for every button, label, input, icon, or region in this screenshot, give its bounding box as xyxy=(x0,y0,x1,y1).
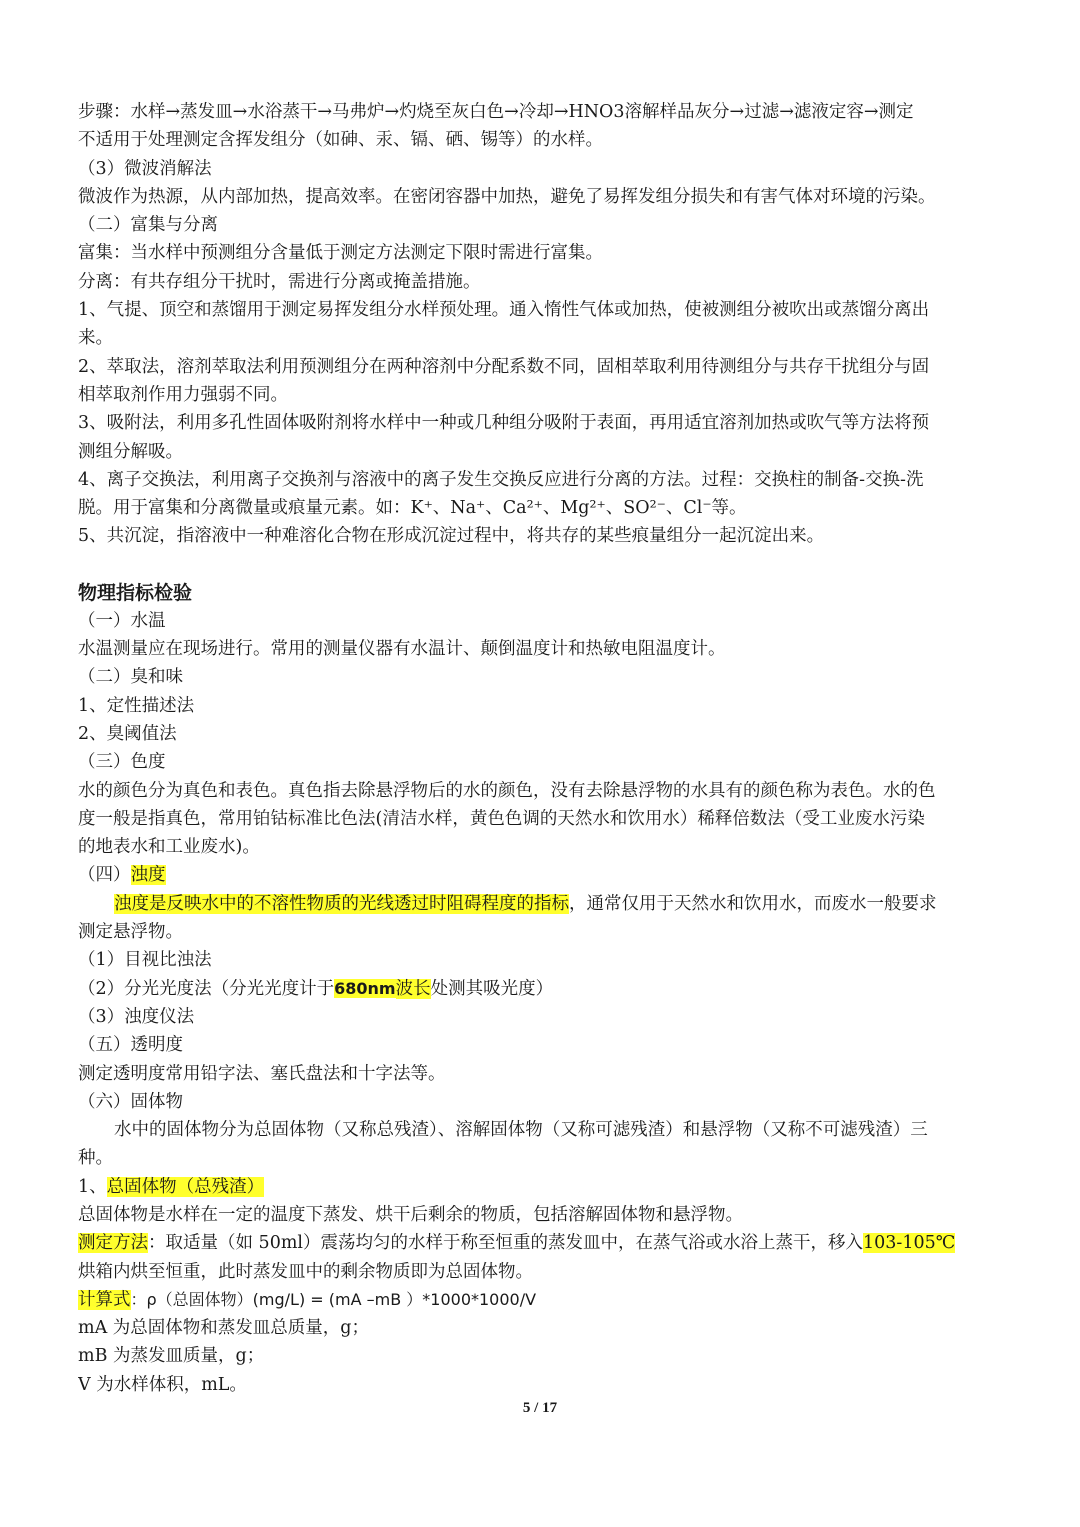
text-line: 步骤：水样→蒸发皿→水浴蒸干→马弗炉→灼烧至灰白色→冷却→HNO3溶解样品灰分→过滤→滤液定容→测定 xyxy=(78,102,914,122)
highlighted-definition: 浊度是反映水中的不溶性物质的光线透过时阻碍程度的指标 xyxy=(114,893,569,914)
text-line: mB 为蒸发皿质量，g； xyxy=(78,1346,265,1367)
text-run: 1、 xyxy=(78,1176,107,1197)
text-line: mA 为总固体物和蒸发皿总质量，g； xyxy=(78,1318,369,1339)
text-run: ，通常仅用于天然水和饮用水，而废水一般要求 xyxy=(569,893,937,914)
page-content xyxy=(78,98,1008,1399)
subheading: （一）水温 xyxy=(78,610,166,631)
text-line: V 为水样体积，mL。 xyxy=(78,1374,247,1395)
subheading: （三）色度 xyxy=(78,752,166,773)
text-line: 测定透明度常用铅字法、塞氏盘法和十字法等。 xyxy=(78,1063,446,1084)
text-line: 4、离子交换法，利用离子交换剂与溶液中的离子发生交换反应进行分离的方法。过程：交换柱的制备-交换-洗 xyxy=(78,469,924,490)
highlighted-term: 浊度 xyxy=(130,865,166,886)
text-line: 测定悬浮物。 xyxy=(78,922,183,943)
text-line: 度一般是指真色，常用铂钴标准比色法(清洁水样，黄色色调的天然水和饮用水）稀释倍数法（受工业废水污染 xyxy=(78,808,925,829)
subheading: （3）微波消解法 xyxy=(78,158,212,179)
spacer xyxy=(78,551,1008,579)
highlighted-label: 测定方法 xyxy=(78,1233,148,1254)
text-line: 水的颜色分为真色和表色。真色指去除悬浮物后的水的颜色，没有去除悬浮物的水具有的颜色称为表色。水的色 xyxy=(78,780,936,801)
page-number: 5 / 17 xyxy=(522,1400,558,1416)
text-line: 烘箱内烘至恒重，此时蒸发皿中的剩余物质即为总固体物。 xyxy=(78,1261,533,1282)
subheading: （五）透明度 xyxy=(78,1035,183,1056)
text-line: 1、气提、顶空和蒸馏用于测定易挥发组分水样预处理。通入惰性气体或加热，使被测组分被吹出或蒸馏分离出 xyxy=(78,300,930,321)
highlighted-term: 波长 xyxy=(395,978,431,999)
text-line: （1）目视比浊法 xyxy=(78,950,212,971)
highlighted-temperature: 103-105℃ xyxy=(863,1233,956,1254)
text-line: 脱。用于富集和分离微量或痕量元素。如：K⁺、Na⁺、Ca²⁺、Mg²⁺、SO²⁻、Cl⁻等。 xyxy=(78,498,747,519)
subheading: （二）臭和味 xyxy=(78,667,183,688)
text-line: 富集：当水样中预测组分含量低于测定方法测定下限时需进行富集。 xyxy=(78,243,603,264)
text-line: 2、臭阈值法 xyxy=(78,723,177,744)
text-line: 相萃取剂作用力强弱不同。 xyxy=(78,384,288,405)
text-line: 不适用于处理测定含挥发组分（如砷、汞、镉、硒、锡等）的水样。 xyxy=(78,130,603,151)
text-line: 2、萃取法，溶剂萃取法利用预测组分在两种溶剂中分配系数不同，固相萃取利用待测组分与共存干扰组分与固 xyxy=(78,356,930,377)
text-line xyxy=(78,1229,1008,1257)
text-line xyxy=(78,975,1008,1003)
formula: ：ρ（总固体物）(mg/L) = (mA –mB ）*1000*1000/V xyxy=(130,1289,537,1309)
text-run: ：取适量（如 50ml）震荡均匀的水样于称至恒重的蒸发皿中，在蒸气浴或水浴上蒸干，移入 xyxy=(148,1233,864,1254)
section-heading: 物理指标检验 xyxy=(78,581,193,604)
highlighted-wavelength: 680nm xyxy=(334,978,396,998)
text-line: 的地表水和工业废水)。 xyxy=(78,837,260,858)
text-line: 3、吸附法，利用多孔性固体吸附剂将水样中一种或几种组分吸附于表面，再用适宜溶剂加热或吹气等方法将预 xyxy=(78,413,930,434)
text-line xyxy=(78,1173,1008,1201)
text-line: 分离：有共存组分干扰时，需进行分离或掩盖措施。 xyxy=(78,271,481,292)
text-run: （2）分光光度法（分光光度计于 xyxy=(78,978,335,999)
subheading xyxy=(78,861,1008,889)
highlighted-label: 计算式 xyxy=(78,1289,131,1310)
text-line: 微波作为热源，从内部加热，提高效率。在密闭容器中加热，避免了易挥发组分损失和有害气体对环境的污染。 xyxy=(78,186,936,207)
subheading: （六）固体物 xyxy=(78,1091,183,1112)
text-line: 来。 xyxy=(78,328,113,349)
highlighted-term: 总固体物（总残渣） xyxy=(106,1176,265,1197)
text-line: 1、定性描述法 xyxy=(78,695,195,716)
text-line: 水中的固体物分为总固体物（又称总残渣）、溶解固体物（又称可滤残渣）和悬浮物（又称不可滤残渣）三 xyxy=(114,1120,928,1141)
text-line: 5、共沉淀，指溶液中一种难溶化合物在形成沉淀过程中，将共存的某些痕量组分一起沉淀出来。 xyxy=(78,526,825,547)
subheading: （二）富集与分离 xyxy=(78,215,218,236)
text-line: 水温测量应在现场进行。常用的测量仪器有水温计、颠倒温度计和热敏电阻温度计。 xyxy=(78,639,726,660)
text-line xyxy=(78,890,1008,918)
text-run: （四） xyxy=(78,865,131,886)
text-line: 种。 xyxy=(78,1148,113,1169)
formula-line xyxy=(78,1286,1008,1314)
text-line: 总固体物是水样在一定的温度下蒸发、烘干后剩余的物质，包括溶解固体物和悬浮物。 xyxy=(78,1204,743,1225)
text-line: 测组分解吸。 xyxy=(78,441,183,462)
text-run: 处测其吸光度） xyxy=(430,978,554,999)
text-line: （3）浊度仪法 xyxy=(78,1006,195,1027)
